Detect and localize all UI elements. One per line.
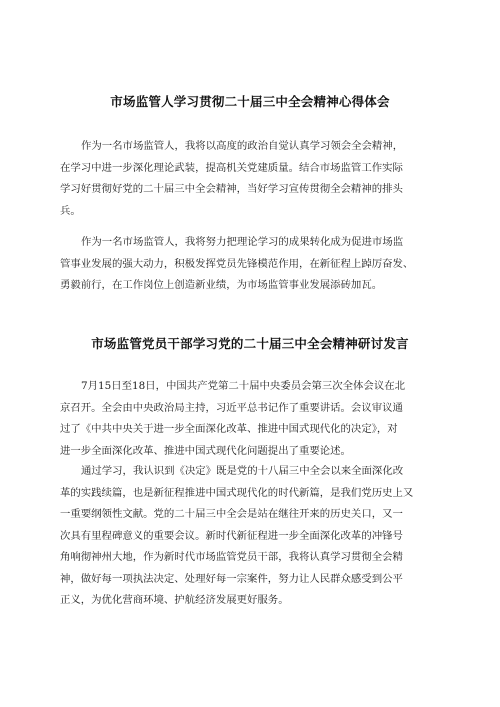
text-line: 进一步全面深化改革、推进中国式现代化问题提出了重要论述。 [60, 444, 351, 457]
section-1-paragraph-2 [60, 232, 442, 297]
text-line: 学习好贯彻好党的二十届三中全会精神，当好学习宣传贯彻全会精神的排头 [60, 183, 403, 195]
section-2-paragraph-1 [60, 376, 442, 462]
text-line: 神，做好每一项执法决定、处理好每一宗案件，努力让人民群众感受到公平 [60, 572, 403, 585]
text-line: 管事业发展的强大动力，积极发挥党员先锋模范作用，在新征程上踔厉奋发、 [60, 257, 414, 270]
section-2-title: 市场监管党员干部学习党的二十届三中全会精神研讨发言 [91, 336, 409, 351]
text-line: 角响彻神州大地，作为新时代市场监管党员干部，我将认真学习贯彻全会精 [60, 551, 403, 563]
text-line: 正义，为优化营商环境、护航经济发展更好服务。 [60, 594, 289, 606]
text-line: 勇毅前行，在工作岗位上创造新业绩，为市场监管事业发展添砖加瓦。 [60, 279, 383, 291]
text-line: 次具有里程碑意义的重要会议。新时代新征程进一步全面深化改革的冲锋号 [60, 529, 403, 542]
text-line: 作为一名市场监管人，我将以高度的政治自觉认真学习领会全会精神， [81, 140, 404, 152]
text-line: 7月15日至18日，中国共产党第二十届中央委员会第三次全体会议在北 [81, 380, 405, 392]
text-line: 一重要纲领性文献。党的二十届三中全会是站在继往开来的历史关口，又一 [60, 508, 403, 520]
text-line: 革的实践续篇，也是新征程推进中国式现代化的时代新篇，是我们党历史上又 [60, 486, 414, 499]
section-2-paragraph-2 [60, 461, 442, 612]
section-1-title: 市场监管人学习贯彻二十届三中全会精神心得体会 [110, 94, 390, 109]
text-line: 在学习中进一步深化理论武装，提高机关党建质量。结合市场监管工作实际 [60, 161, 403, 174]
text-line: 通过学习，我认识到《决定》既是党的十八届三中全会以来全面深化改 [81, 465, 404, 477]
text-line: 兵。 [60, 204, 81, 217]
section-1-paragraph-1 [60, 136, 442, 222]
text-line: 作为一名市场监管人，我将努力把理论学习的成果转化成为促进市场监 [81, 236, 404, 248]
text-line: 过了《中共中央关于进一步全面深化改革、推进中国式现代化的决定》，对 [60, 423, 398, 435]
text-line: 京召开。全会由中央政治局主持，习近平总书记作了重要讲话。会议审议通 [60, 401, 403, 414]
